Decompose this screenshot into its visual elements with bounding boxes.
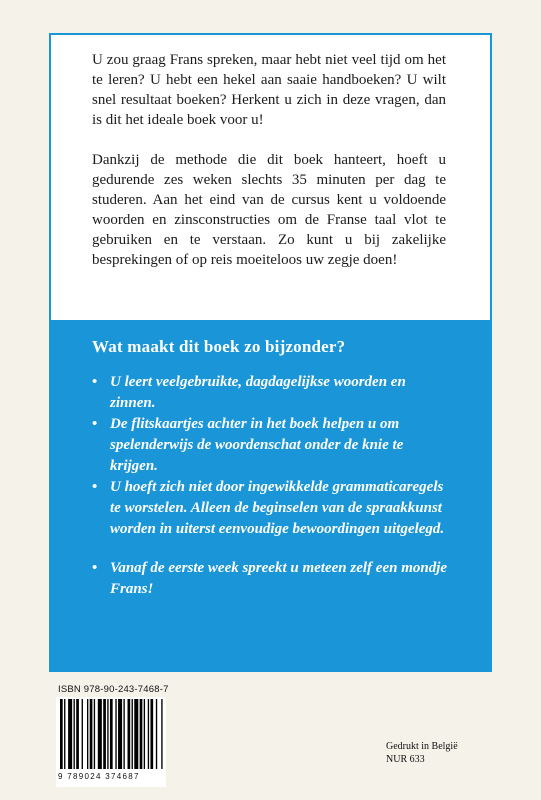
barcode-bar [76,699,79,769]
feature-text: U leert veelgebruikte, dagdagelijkse woorden en zinnen. [110,374,406,411]
barcode-bar [140,699,143,769]
bullet-icon: • [92,374,98,390]
barcode-bar [150,699,153,769]
barcode-bar [161,699,162,769]
nur-code: NUR 633 [386,754,425,765]
barcode-bar [156,699,157,769]
barcode-bar [74,699,75,769]
barcode-bar [144,699,145,769]
barcode-bar [98,699,102,769]
barcode-bar [68,699,72,769]
barcode-bar [103,699,106,769]
feature-text: U hoeft zich niet door ingewikkelde grammaticaregels te worstelen. Alleen de beginselen van de spraakkunst worden in uiterst eenvoudige bewoordingen uitgelegd. [110,479,445,537]
intro-text [92,50,446,270]
feature-item [92,477,452,540]
barcode-bar [132,699,133,769]
feature-text: De flitskaartjes achter in het boek helpen u om spelenderwijs de woordenschat onder de knie te krijgen. [110,416,404,474]
bullet-icon: • [92,560,98,576]
feature-item [92,372,452,414]
barcode-digits: 9 789024 374687 [58,772,140,781]
barcode-bar [110,699,113,769]
feature-item [92,558,452,600]
feature-item [92,414,452,477]
bullet-icon: • [92,416,98,432]
bullet-icon: • [92,479,98,495]
barcode-bar [64,699,65,769]
barcode-bar [118,699,122,769]
features-list [92,372,452,600]
isbn-label: ISBN 978-90-243-7468-7 [58,684,169,695]
intro-paragraph-2: Dankzij de methode die dit boek hanteert, hoeft u gedurende zes weken slechts 35 minuten per dag te studeren. Aan het eind van de cursus kent u voldoende woorden en zinsconstructies om de Franse taal vlot te gebruiken en te verstaan. Zo kunt u bij zakelijke besprekingen of op reis moeiteloos uw zegje doen! [92,152,446,268]
barcode-bar [123,699,124,769]
barcode-bar [134,699,138,769]
barcode-bar [87,699,88,769]
barcode-bar [82,699,83,769]
barcode-bar [107,699,108,769]
feature-text: Vanaf de eerste week spreekt u meteen zelf een mondje Frans! [110,560,448,597]
intro-paragraph-1: U zou graag Frans spreken, maar hebt niet veel tijd om het te leren? U hebt een hekel aan saaie handboeken? U wilt snel resultaat boeken? Herkent u zich in deze vragen, dan is dit het ideale boek voor u! [92,52,446,128]
barcode-bar [60,699,63,769]
barcode-bars [56,697,166,771]
barcode-bar [115,699,116,769]
barcode-bar [90,699,93,769]
printing-info [386,740,458,766]
barcode-bar [148,699,149,769]
features-heading: Wat maakt dit boek zo bijzonder? [92,337,346,356]
printed-in-label: Gedrukt in België [386,741,458,752]
barcode-bar [94,699,95,769]
barcode-bar [128,699,131,769]
